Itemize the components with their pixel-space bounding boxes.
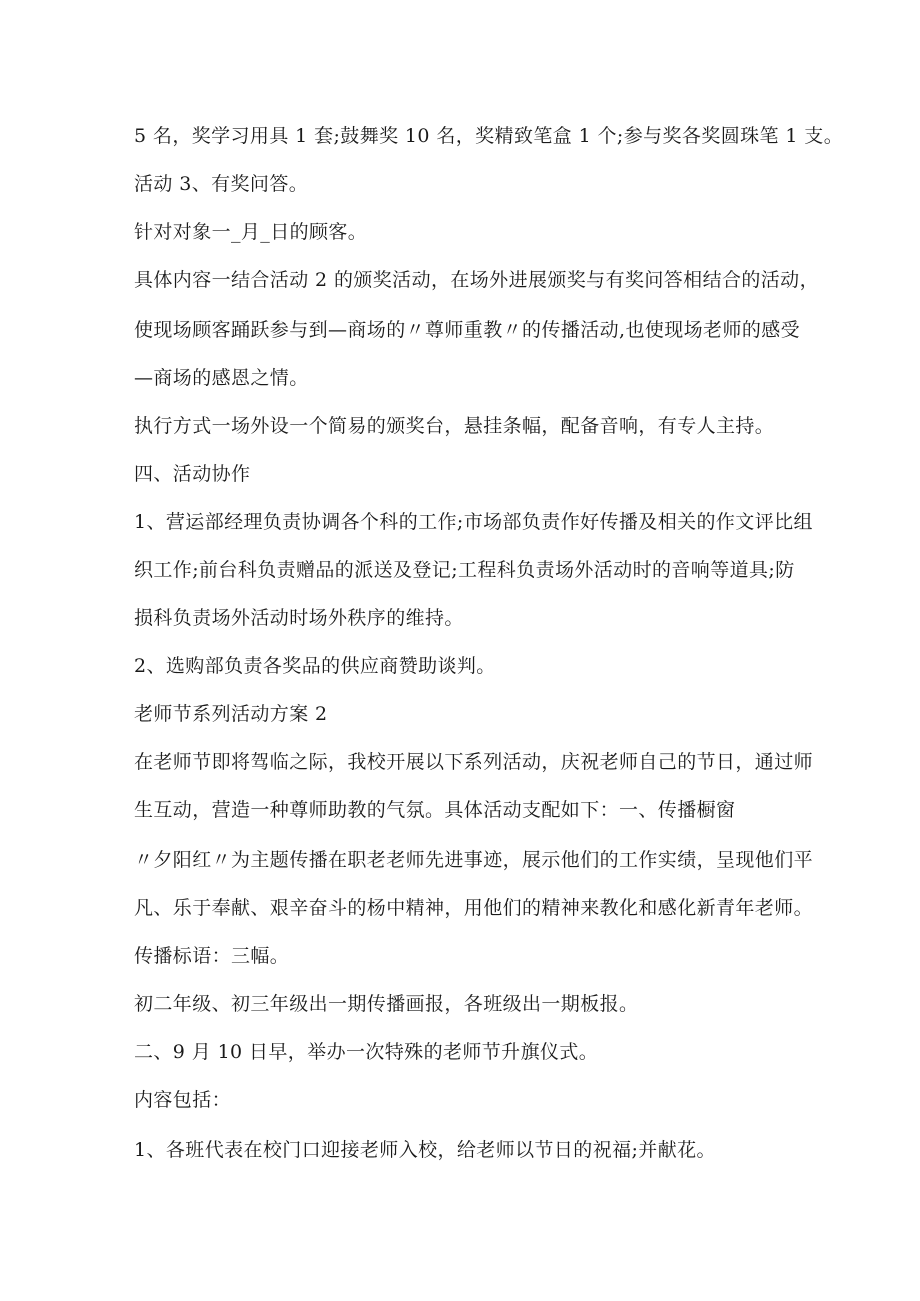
text-line: 内容包括： <box>134 1089 232 1111</box>
text-line: 1、营运部经理负责协调各个科的工作;市场部负责作好传播及相关的作文评比组 <box>134 511 813 533</box>
text-line: 初二年级、初三年级出一期传播画报，各班级出一期板报。 <box>134 993 639 1015</box>
text-line: 1、各班代表在校门口迎接老师入校，给老师以节日的祝福;并献花。 <box>134 1139 716 1161</box>
text-line: 具体内容一结合活动 2 的颁奖活动，在场外进展颁奖与有奖问答相结合的活动， <box>134 269 819 291</box>
text-line: 传播标语：三幅。 <box>134 945 290 967</box>
text-line: 二、9 月 10 日早，举办一次特殊的老师节升旗仪式。 <box>134 1041 599 1063</box>
text-line: 执行方式一场外设一个简易的颁奖台，悬挂条幅，配备音响，有专人主持。 <box>134 415 775 437</box>
text-line: —商场的感恩之情。 <box>134 367 309 389</box>
text-line: 使现场顾客踊跃参与到—商场的〃尊师重教〃的传播活动,也使现场老师的感受 <box>134 319 801 341</box>
text-line: 2、选购部负责各奖品的供应商赞助谈判。 <box>134 655 496 677</box>
section-heading: 四、活动协作 <box>134 463 251 485</box>
text-line: 〃夕阳红〃为主题传播在职老老师先进事迹，展示他们的工作实绩，呈现他们平 <box>134 849 814 871</box>
section-heading: 老师节系列活动方案 2 <box>134 703 328 725</box>
text-line: 5 名，奖学习用具 1 套;鼓舞奖 10 名，奖精致笔盒 1 个;参与奖各奖圆珠笔 1 支。 <box>134 125 844 147</box>
text-line: 织工作;前台科负责赠品的派送及登记;工程科负责场外活动时的音响等道具;防 <box>134 559 795 581</box>
text-line: 损科负责场外活动时场外秩序的维持。 <box>134 607 464 629</box>
text-line: 生互动，营造一种尊师助教的气氛。具体活动支配如下：一、传播橱窗 <box>134 799 736 821</box>
text-line: 在老师节即将驾临之际，我校开展以下系列活动，庆祝老师自己的节日，通过师 <box>134 751 814 773</box>
text-line: 针对对象一_月_日的顾客。 <box>134 221 368 243</box>
text-line: 活动 3、有奖问答。 <box>134 173 309 195</box>
text-line: 凡、乐于奉献、艰辛奋斗的杨中精神，用他们的精神来教化和感化新青年老师。 <box>134 897 814 919</box>
